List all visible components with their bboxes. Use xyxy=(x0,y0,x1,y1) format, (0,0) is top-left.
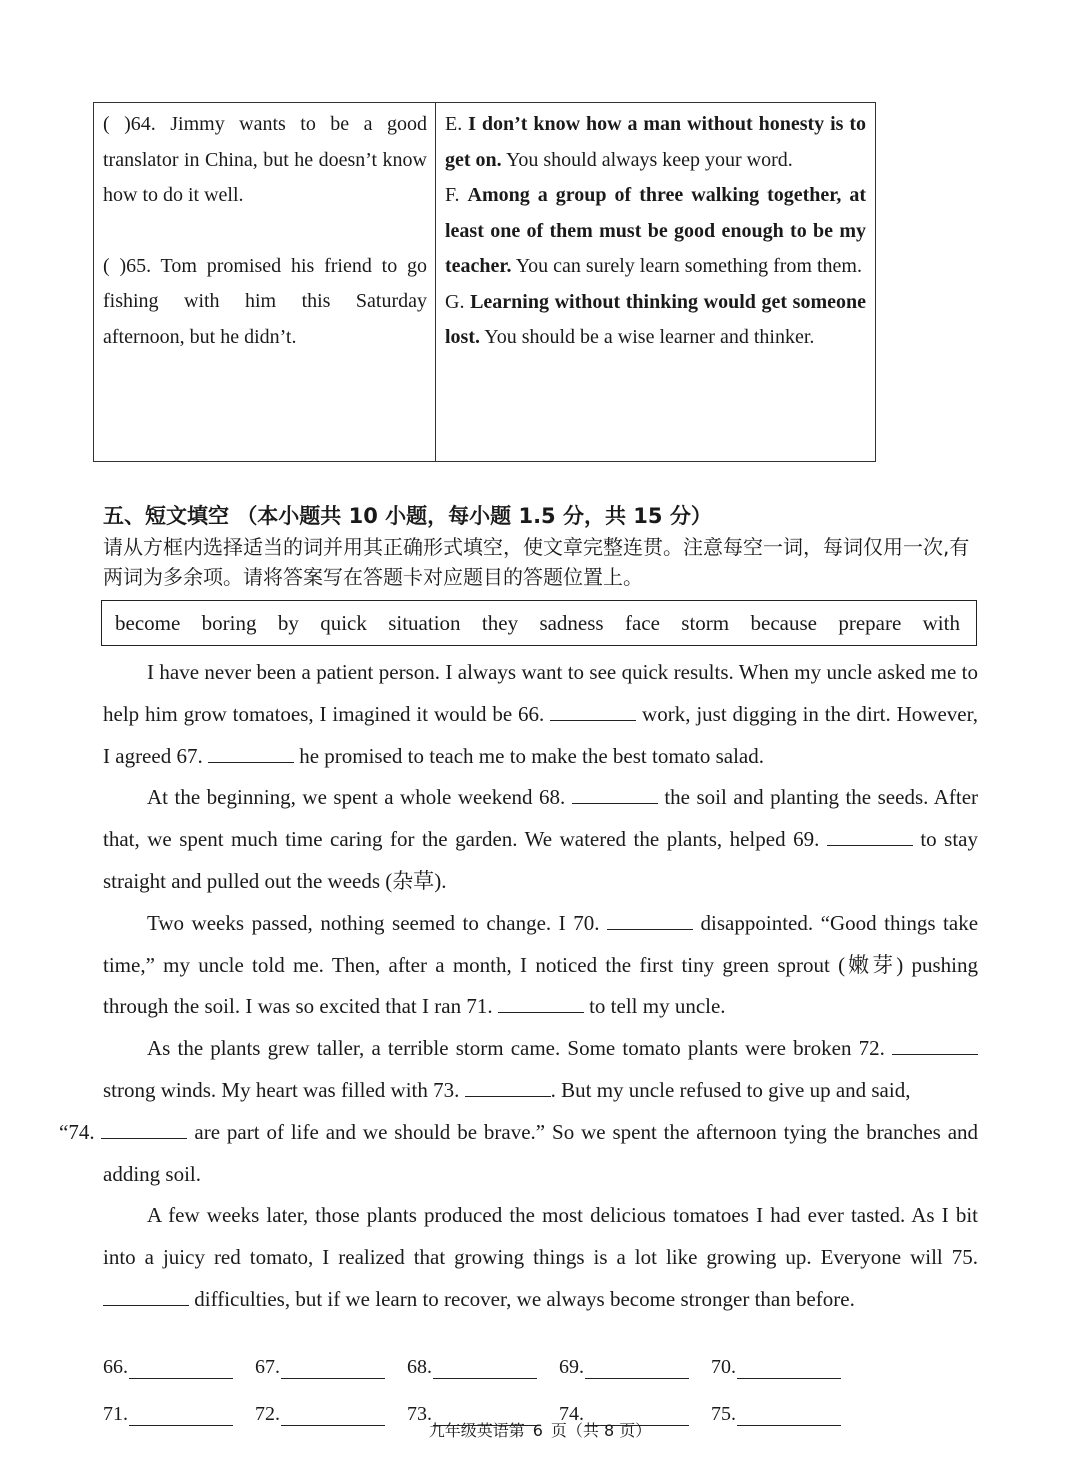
section-note: （本小题共 10 小题，每小题 1.5 分，共 15 分） xyxy=(236,504,712,528)
matching-table xyxy=(93,102,876,462)
paragraph-4: As the plants grew taller, a terrible storm came. Some tomato plants were broken 72. strong winds. My heart was filled with 73. . But my uncle refused to give up and said, “74. are part of life and we should be brave.” So we spent the afternoon tying the branches and adding soil. xyxy=(59,1036,979,1186)
answer-item: 68. xyxy=(407,1332,559,1379)
page-number: 6 xyxy=(532,1421,543,1440)
options-column xyxy=(436,103,875,461)
answer-line-68 xyxy=(433,1364,537,1379)
word-option: quick xyxy=(320,610,367,635)
word-option: become xyxy=(115,610,181,635)
answer-item: 66. xyxy=(103,1332,255,1379)
blank-66 xyxy=(550,702,636,721)
blank-74 xyxy=(101,1120,187,1139)
option-e: E. I don’t know how a man without honesty is to get on. You should always keep your word. xyxy=(445,113,867,171)
answer-item: 73. xyxy=(407,1379,559,1426)
blank-73 xyxy=(465,1078,551,1097)
answer-item: 67. xyxy=(255,1332,407,1379)
blank-75 xyxy=(103,1287,189,1306)
blank-69 xyxy=(827,827,913,846)
word-box xyxy=(101,600,977,646)
paragraph-3: Two weeks passed, nothing seemed to change. I 70. disappointed. “Good things take time,” my uncle told me. Then, after a month, I noticed the first tiny green sprout (嫩芽) pushing through the soil. I was so excited that I ran 71. to tell my uncle. xyxy=(103,910,979,1019)
answer-item: 70. xyxy=(711,1332,863,1379)
word-option: face xyxy=(624,610,660,635)
answer-line-66 xyxy=(129,1364,233,1379)
section-heading xyxy=(103,500,983,530)
word-option: because xyxy=(750,610,817,635)
word-option: situation xyxy=(388,610,461,635)
blank-67 xyxy=(208,744,294,763)
word-option: by xyxy=(277,610,299,635)
paragraph-1: I have never been a patient person. I always want to see quick results. When my uncle asked me to help him grow tomatoes, I imagined it would be 66. work, just digging in the dirt. However, I agreed 67. he promised to teach me to make the best tomato salad. xyxy=(103,660,978,768)
blank-68 xyxy=(572,785,658,804)
answer-item: 71. xyxy=(103,1379,255,1426)
option-g: G. Learning without thinking would get someone lost. You should be a wise learner and thinker. xyxy=(445,290,866,348)
word-option: prepare xyxy=(838,610,902,635)
answer-item: 74. xyxy=(559,1379,711,1426)
question-64: ( )64. Jimmy wants to be a good translator in China, but he doesn’t know how to do it well. xyxy=(103,113,427,206)
word-option: storm xyxy=(681,610,730,635)
page-footer: 九年级英语第 6 页（共 8 页） xyxy=(428,1421,652,1440)
word-option: sadness xyxy=(539,610,604,635)
word-option: boring xyxy=(201,610,257,635)
paragraph-2: At the beginning, we spent a whole weekend 68. the soil and planting the seeds. After that, we spent much time caring for the garden. We watered the plants, helped 69. to stay straight and pulled out the weeds (杂草). xyxy=(103,785,979,893)
answer-line-69 xyxy=(585,1364,689,1379)
blank-70 xyxy=(607,911,693,930)
question-65: ( )65. Tom promised his friend to go fishing with him this Saturday afternoon, but he didn’t. xyxy=(103,254,427,348)
word-option: they xyxy=(481,610,519,635)
answer-row xyxy=(103,1332,983,1379)
word-option: with xyxy=(922,610,960,635)
section-instruction: 请从方框内选择适当的词并用其正确形式填空，使文章完整连贯。注意每空一词，每词仅用一次,有两词为多余项。请将答案写在答题卡对应题目的答题位置上。 xyxy=(103,535,970,589)
answer-line-67 xyxy=(281,1364,385,1379)
answer-line-70 xyxy=(737,1364,841,1379)
questions-column xyxy=(94,103,436,461)
answer-item: 72. xyxy=(255,1379,407,1426)
paragraph-5: A few weeks later, those plants produced the most delicious tomatoes I had ever tasted. As I bit into a juicy red tomato, I realized that growing things is a lot like growing up. Everyone will 75. difficulties, but if we learn to recover, we always become stronger than before. xyxy=(103,1203,978,1311)
answer-item: 75. xyxy=(711,1379,863,1426)
blank-72 xyxy=(892,1036,978,1055)
section-title: 五、短文填空 xyxy=(103,504,229,528)
answer-lines xyxy=(103,1332,983,1426)
answer-item: 69. xyxy=(559,1332,711,1379)
blank-71 xyxy=(498,994,584,1013)
passage xyxy=(59,652,979,1321)
option-f: F. Among a group of three walking together, at least one of them must be good enough to be my teacher. You can surely learn something from them. xyxy=(445,184,867,277)
